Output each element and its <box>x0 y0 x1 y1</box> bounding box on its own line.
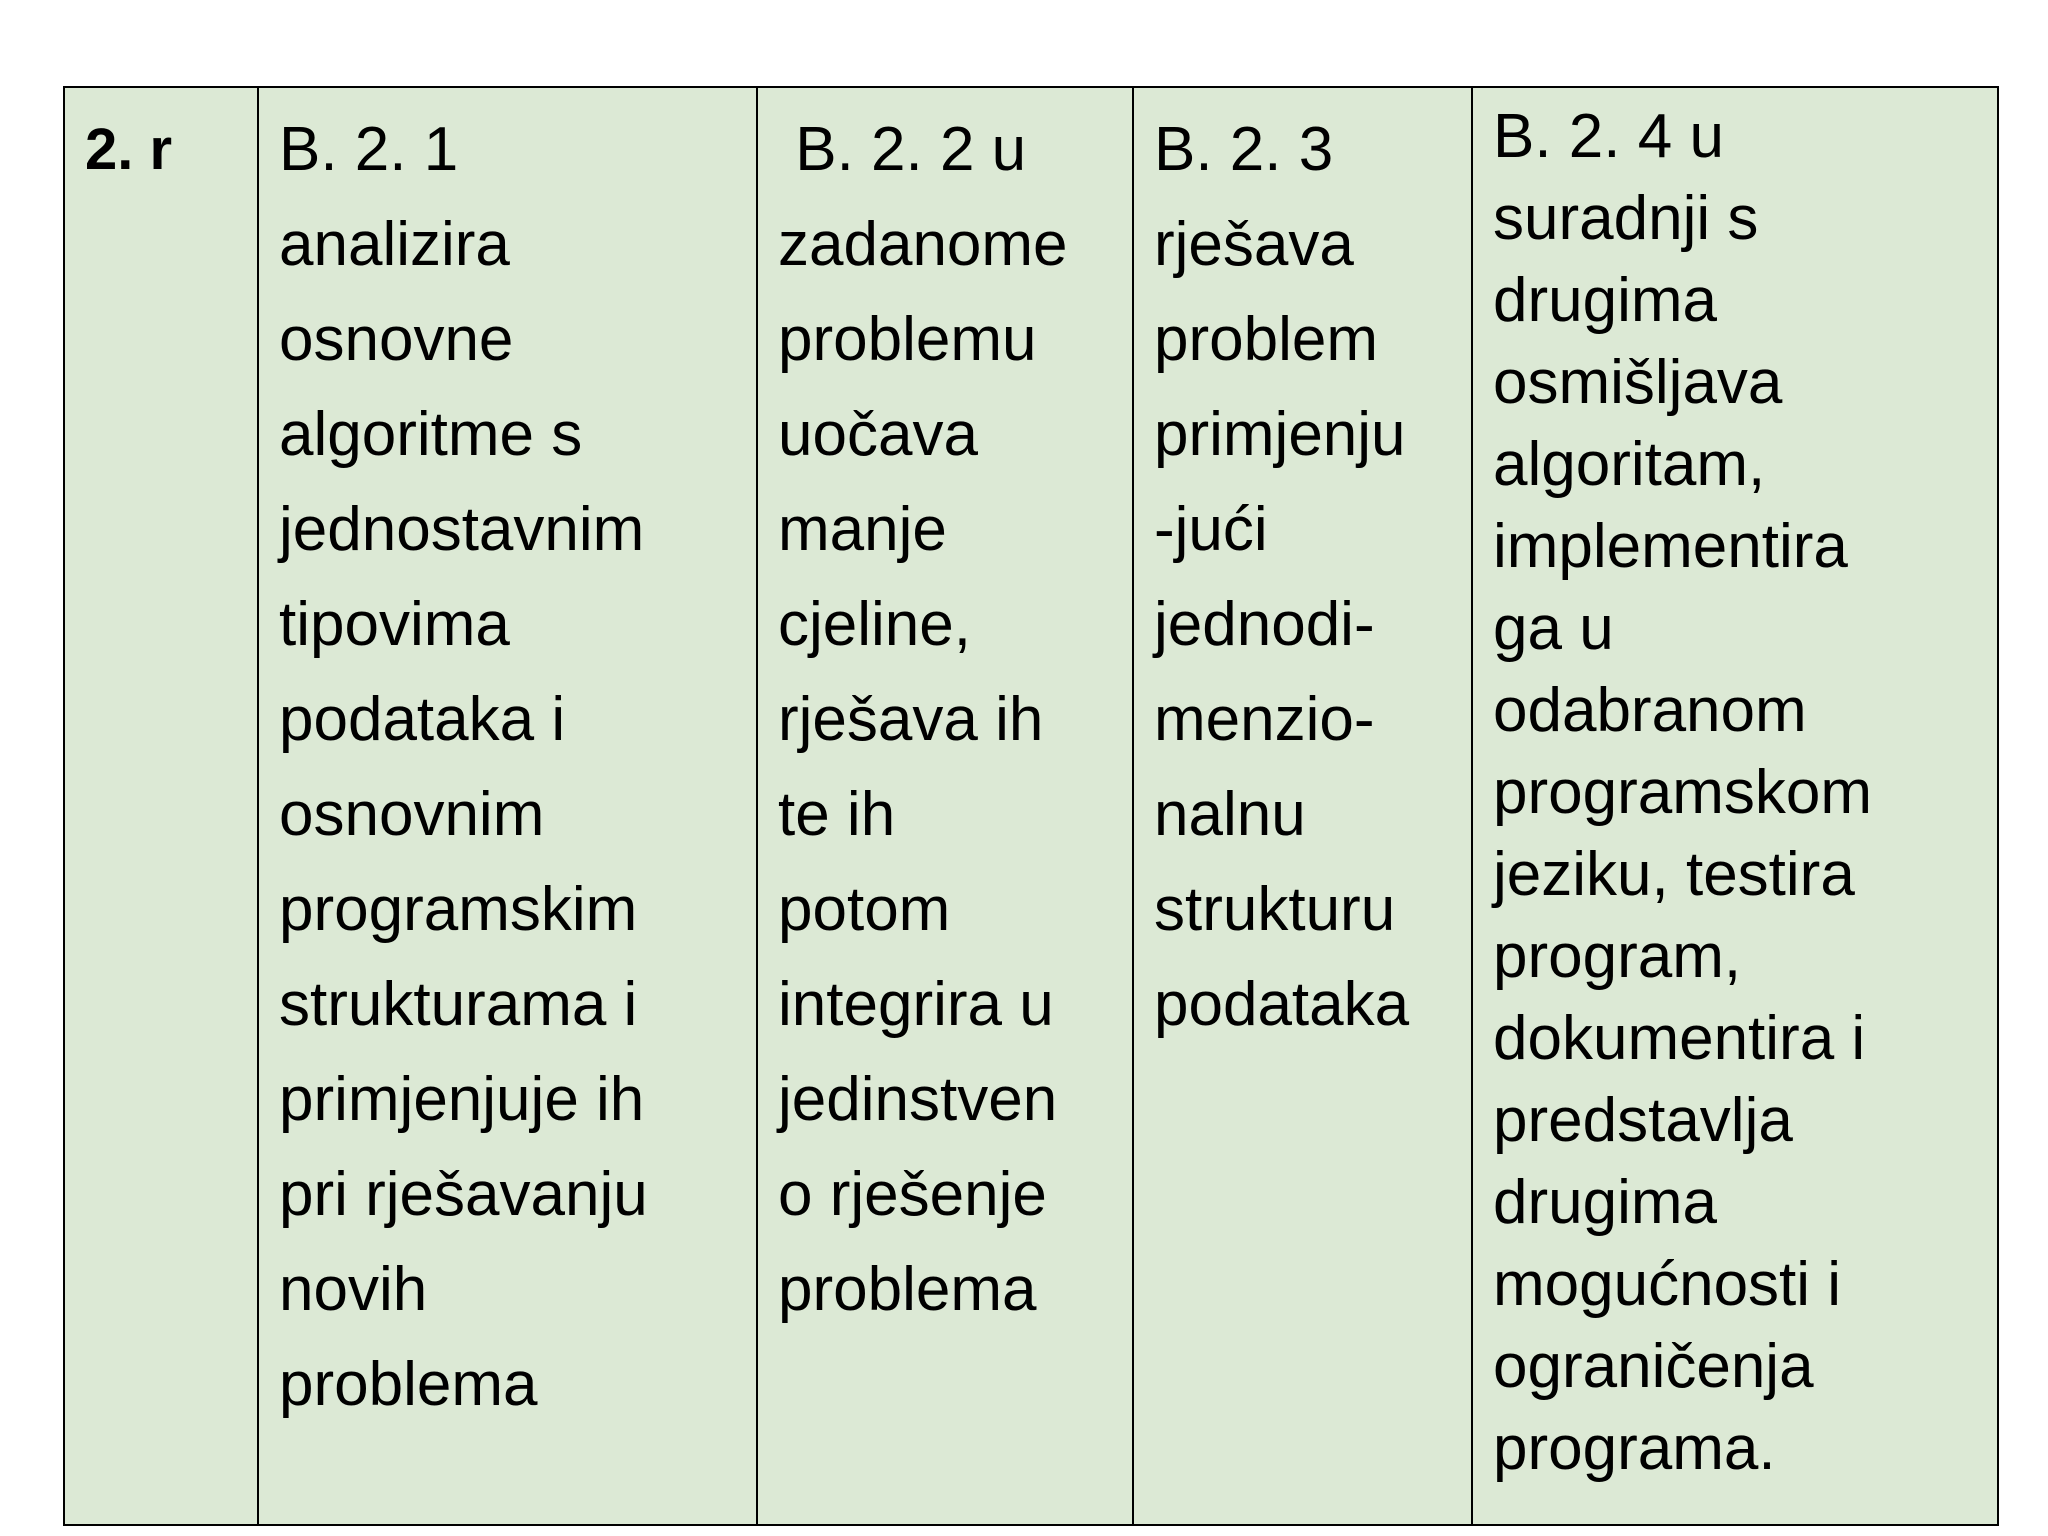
outcome-cell-b22 <box>757 87 1133 1525</box>
outcome-text-b24: B. 2. 4 u suradnji s drugima osmišljava algoritam, implementira ga u odabranom programskom jeziku, testira program, dokumentira i predstavlja drugima mogućnosti i ograničenja programa. <box>1493 102 1872 1483</box>
outcome-text-b23: B. 2. 3 rješava problem primjenju -jući jednodi- menzio- nalnu strukturu podataka <box>1154 115 1410 1039</box>
outcome-cell-b23 <box>1133 87 1472 1525</box>
table-row <box>64 87 1998 1525</box>
row-label: 2. r <box>85 117 173 182</box>
outcome-cell-b21 <box>258 87 757 1525</box>
outcome-text-b22: B. 2. 2 u zadanome problemu uočava manje cjeline, rješava ih te ih potom integrira u jedinstven o rješenje problema <box>778 115 1068 1324</box>
row-label-cell <box>64 87 258 1525</box>
outcome-text-b21: B. 2. 1 analizira osnovne algoritme s jednostavnim tipovima podataka i osnovnim programskim strukturama i primjenjuje ih pri rješavanju novih problema <box>279 115 648 1419</box>
outcome-cell-b24 <box>1472 87 1998 1525</box>
outcomes-table <box>63 86 1999 1526</box>
